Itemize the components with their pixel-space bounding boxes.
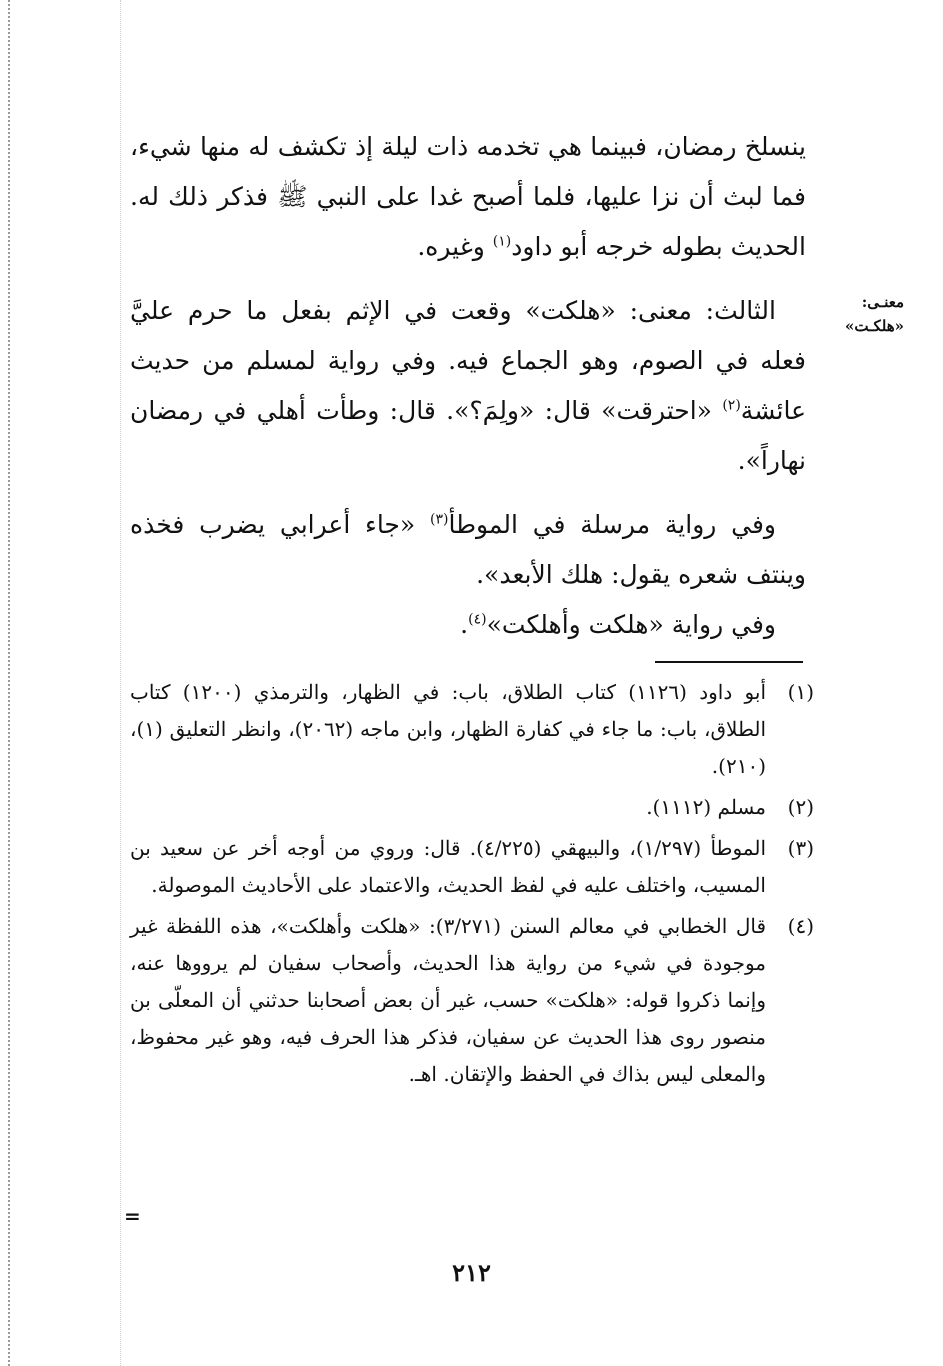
margin-note <box>818 290 904 338</box>
footnote-3 <box>130 830 814 904</box>
footnote-ref-4: (٤) <box>468 611 487 628</box>
footnote-4 <box>130 908 814 1093</box>
paragraph-1 <box>130 122 806 272</box>
paragraph-4-text-b: . <box>460 610 469 639</box>
footnotes <box>130 674 814 1097</box>
paragraph-1-text: ينسلخ رمضان، فبينما هي تخدمه ذات ليلة إذ تكشف له منها شيء، فما لبث أن نزا عليها، فلما أصبح غدا على النبي ﷺ فذكر ذلك له. الحديث بطوله خرجه أبو داود <box>130 132 806 261</box>
margin-note-line-1: معنـى: <box>861 293 904 311</box>
footnote-ref-2: (٢) <box>722 397 741 414</box>
continuation-mark: = <box>124 1204 141 1228</box>
paragraph-2 <box>130 286 806 486</box>
footnote-ref-3: (٣) <box>429 511 449 528</box>
paragraph-2-text-a: الثالث: معنى: «هلكت» وقعت في الإثم بفعل ما حرم عليَّ فعله في الصوم، وهو الجماع فيه. وفي رواية لمسلم من حديث عائشة <box>130 296 806 425</box>
paragraph-2-text-b: «احترقت» قال: «ولِمَ؟». قال: وطأت أهلي في رمضان نهاراً». <box>130 396 806 475</box>
scan-guide-dots <box>120 0 121 1366</box>
footnote-number: (٢) <box>787 795 814 819</box>
footnote-2 <box>130 789 814 826</box>
footnote-ref-1: (١) <box>492 233 512 250</box>
main-text <box>130 122 806 650</box>
scan-edge-dots <box>8 0 10 1366</box>
paragraph-3 <box>130 500 806 600</box>
paragraph-3-text-b: «جاء أعرابي يضرب فخذه وينتف شعره يقول: هلك الأبعد». <box>130 510 806 589</box>
paragraph-3-text-a: وفي رواية مرسلة في الموطأ <box>448 510 776 539</box>
page-number: ٢١٢ <box>452 1258 491 1287</box>
paragraph-4 <box>130 600 806 650</box>
footnote-text: الموطأ (١/٢٩٧)، والبيهقي (٤/٢٢٥). قال: وروي من أوجه أخر عن سعيد بن المسيب، واختلف عليه في لفظ الحديث، والاعتماد على الأحاديث الموصولة. <box>130 836 767 897</box>
paragraph-4-text-a: وفي رواية «هلكت وأهلكت» <box>486 610 776 639</box>
footnote-1 <box>130 674 814 785</box>
margin-note-line-2: «هلكـت» <box>844 317 904 335</box>
footnote-text: مسلم (١١١٢). <box>646 795 766 819</box>
footnote-separator <box>655 661 803 663</box>
footnote-number: (٣) <box>787 836 814 860</box>
paragraph-1-end: وغيره. <box>417 232 493 261</box>
footnote-number: (١) <box>787 680 814 704</box>
footnote-text: قال الخطابي في معالم السنن (٣/٢٧١): «هلكت وأهلكت»، هذه اللفظة غير موجودة في شيء من رواية هذا الحديث، وأصحاب سفيان لم يرووها عنه، وإنما ذكروا قوله: «هلكت» حسب، غير أن بعض أصحابنا حدثني أن المعلّى بن منصور روى هذا الحديث عن سفيان، فذكر هذا الحرف فيه، وهو غير محفوظ، والمعلى ليس بذاك في الحفظ والإتقان. اهـ. <box>130 914 766 1086</box>
footnote-number: (٤) <box>787 914 814 938</box>
footnote-text: أبو داود (١١٢٦) كتاب الطلاق، باب: في الظهار، والترمذي (١٢٠٠) كتاب الطلاق، باب: ما جاء في كفارة الظهار، وابن ماجه (٢٠٦٢)، وانظر التعليق (١)، (٢١٠). <box>130 680 766 778</box>
